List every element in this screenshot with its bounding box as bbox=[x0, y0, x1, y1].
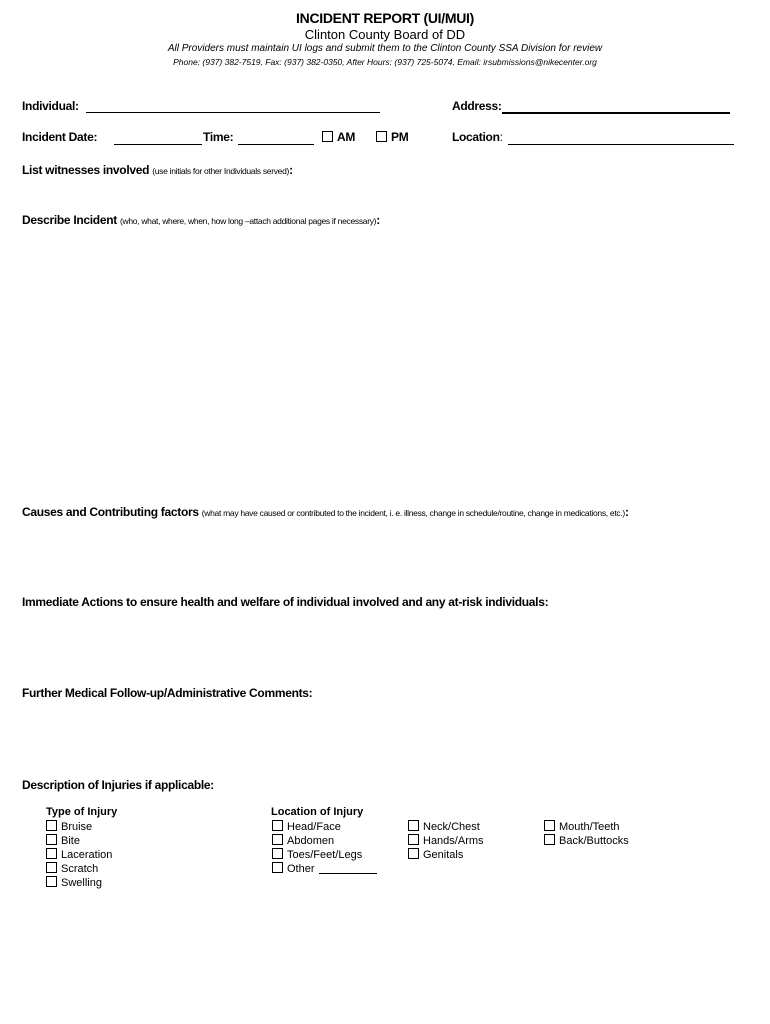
incident-date-label: Incident Date: bbox=[22, 130, 98, 144]
injury-location-genitals-box[interactable] bbox=[408, 848, 419, 859]
injury-type-bite-box[interactable] bbox=[46, 834, 57, 845]
injury-type-swelling[interactable] bbox=[46, 876, 102, 889]
injury-type-scratch[interactable] bbox=[46, 862, 98, 875]
location-label bbox=[452, 130, 503, 144]
injury-location-mouth-teeth[interactable] bbox=[544, 820, 620, 833]
injury-location-head-face[interactable] bbox=[272, 820, 341, 833]
injury-type-laceration[interactable] bbox=[46, 848, 112, 861]
injury-type-bruise-box[interactable] bbox=[46, 820, 57, 831]
injury-location-back-buttocks-label: Back/Buttocks bbox=[559, 835, 629, 847]
location-field[interactable] bbox=[508, 144, 734, 145]
witnesses-area[interactable] bbox=[22, 180, 742, 208]
injury-location-head-face-label: Head/Face bbox=[287, 821, 341, 833]
injury-location-neck-chest-box[interactable] bbox=[408, 820, 419, 831]
injury-location-abdomen-label: Abdomen bbox=[287, 835, 335, 847]
pm-checkbox[interactable] bbox=[376, 130, 408, 144]
form-title: INCIDENT REPORT (UI/MUI) bbox=[296, 10, 474, 26]
injury-location-neck-chest-label: Neck/Chest bbox=[423, 821, 480, 833]
pm-label: PM bbox=[391, 130, 409, 144]
injury-type-bruise-label: Bruise bbox=[61, 821, 93, 833]
injury-location-other-label: Other bbox=[287, 863, 315, 875]
am-checkbox-box[interactable] bbox=[322, 131, 333, 142]
injury-location-other-field[interactable] bbox=[319, 862, 377, 874]
witnesses-heading bbox=[22, 163, 293, 177]
am-label: AM bbox=[337, 130, 356, 144]
witnesses-label: List witnesses involved bbox=[22, 163, 150, 177]
describe-colon: : bbox=[376, 213, 380, 227]
injury-location-mouth-teeth-label: Mouth/Teeth bbox=[559, 821, 620, 833]
injuries-heading: Description of Injuries if applicable: bbox=[22, 778, 214, 792]
individual-field[interactable] bbox=[86, 112, 380, 113]
am-checkbox[interactable] bbox=[322, 130, 355, 144]
time-label: Time: bbox=[203, 130, 234, 144]
injury-type-bruise[interactable] bbox=[46, 820, 92, 833]
injury-location-other[interactable] bbox=[272, 862, 377, 875]
injury-location-neck-chest[interactable] bbox=[408, 820, 480, 833]
injury-location-abdomen[interactable] bbox=[272, 834, 334, 847]
injury-location-mouth-teeth-box[interactable] bbox=[544, 820, 555, 831]
injury-location-other-box[interactable] bbox=[272, 862, 283, 873]
causes-colon: : bbox=[624, 505, 629, 519]
actions-heading: Immediate Actions to ensure health and welfare of individual involved and any at-risk individuals: bbox=[22, 595, 549, 609]
injury-type-laceration-label: Laceration bbox=[61, 849, 113, 861]
injury-type-scratch-label: Scratch bbox=[61, 863, 99, 875]
location-of-injury-header: Location of Injury bbox=[271, 806, 364, 818]
injury-type-swelling-label: Swelling bbox=[61, 877, 102, 889]
pm-checkbox-box[interactable] bbox=[376, 131, 387, 142]
form-subtitle: Clinton County Board of DD bbox=[304, 27, 466, 42]
injury-type-scratch-box[interactable] bbox=[46, 862, 57, 873]
injury-location-hands-arms-box[interactable] bbox=[408, 834, 419, 845]
address-field[interactable] bbox=[502, 112, 730, 114]
location-label-text: Location bbox=[452, 130, 500, 144]
incident-date-field[interactable] bbox=[114, 144, 202, 145]
form-notice: All Providers must maintain UI logs and submit them to the Clinton County SSA Division for review bbox=[167, 43, 603, 54]
type-of-injury-header: Type of Injury bbox=[46, 806, 118, 818]
causes-area[interactable] bbox=[22, 524, 742, 589]
witnesses-note: (use initials for other Individuals served) bbox=[152, 166, 290, 176]
describe-note: (who, what, where, when, how long –attach additional pages if necessary) bbox=[119, 216, 377, 226]
causes-heading bbox=[22, 505, 629, 519]
followup-area[interactable] bbox=[22, 705, 742, 770]
causes-note: (what may have caused or contributed to the incident, i. e. illness, change in schedule/routine, change in medications, etc.) bbox=[201, 508, 625, 518]
witnesses-colon: : bbox=[289, 163, 293, 177]
injury-location-genitals[interactable] bbox=[408, 848, 463, 861]
causes-label: Causes and Contributing factors bbox=[22, 505, 199, 519]
injury-type-bite-label: Bite bbox=[61, 835, 80, 847]
address-label: Address: bbox=[452, 99, 502, 113]
individual-label: Individual: bbox=[22, 99, 79, 113]
followup-heading: Further Medical Follow-up/Administrative Comments: bbox=[22, 686, 313, 700]
actions-area[interactable] bbox=[22, 614, 742, 679]
injury-type-swelling-box[interactable] bbox=[46, 876, 57, 887]
injury-location-back-buttocks[interactable] bbox=[544, 834, 629, 847]
contact-info: Phone: (937) 382-7519, Fax: (937) 382-0350, After Hours: (937) 725-5074, Email: irsubmissions@nikecenter.org bbox=[173, 57, 597, 67]
injury-location-abdomen-box[interactable] bbox=[272, 834, 283, 845]
time-field[interactable] bbox=[238, 144, 314, 145]
injury-location-back-buttocks-box[interactable] bbox=[544, 834, 555, 845]
describe-label: Describe Incident bbox=[22, 213, 117, 227]
injury-location-toes-feet-legs-box[interactable] bbox=[272, 848, 283, 859]
describe-area[interactable] bbox=[22, 232, 742, 497]
describe-heading bbox=[22, 213, 380, 227]
injury-location-genitals-label: Genitals bbox=[423, 849, 464, 861]
location-label-colon: : bbox=[499, 130, 503, 144]
injury-location-hands-arms[interactable] bbox=[408, 834, 484, 847]
injury-type-bite[interactable] bbox=[46, 834, 80, 847]
injury-type-laceration-box[interactable] bbox=[46, 848, 57, 859]
injury-location-hands-arms-label: Hands/Arms bbox=[423, 835, 484, 847]
injury-location-toes-feet-legs[interactable] bbox=[272, 848, 362, 861]
injury-location-head-face-box[interactable] bbox=[272, 820, 283, 831]
injury-location-toes-feet-legs-label: Toes/Feet/Legs bbox=[287, 849, 363, 861]
